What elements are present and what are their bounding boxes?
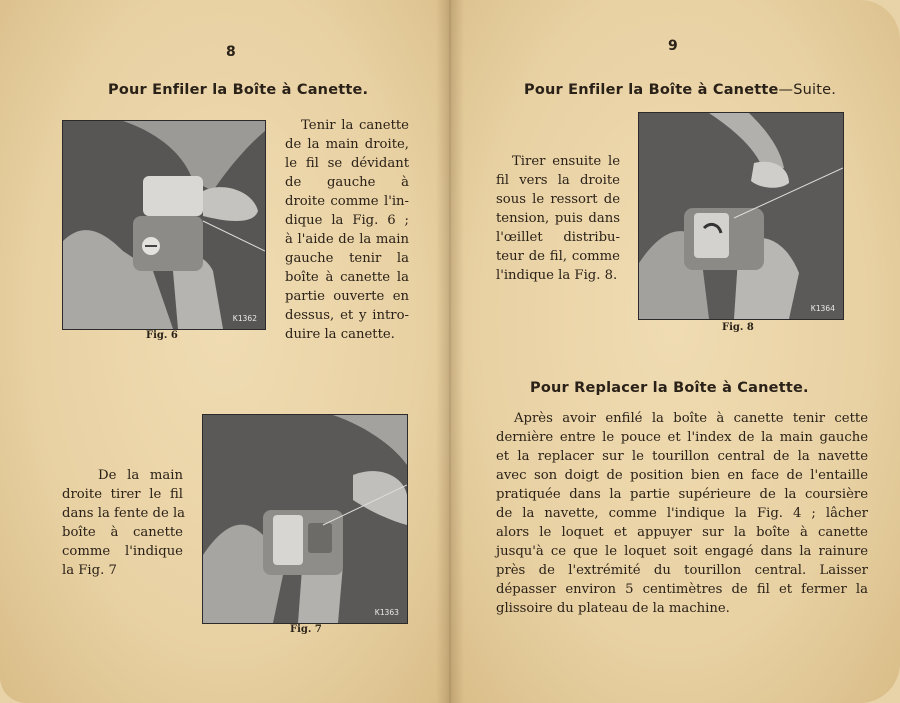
fig8-text-line: tension, puis dans bbox=[496, 211, 620, 226]
fig6-text-line: le fil se dévidant bbox=[285, 156, 409, 171]
fig6-caption: Fig. 6 bbox=[146, 330, 178, 341]
fig7-text bbox=[62, 466, 186, 580]
section2-text-line: glissoire du plateau de la machine. bbox=[496, 601, 730, 616]
fig7-illustration bbox=[203, 415, 407, 623]
right-heading-suffix: —Suite. bbox=[778, 82, 837, 98]
fig7-text-line: comme l'indique bbox=[62, 544, 183, 559]
section2-text-line: de la navette, comme l'indique la Fig. 4 ; lâcher bbox=[496, 506, 868, 521]
fig7-text-line: dans la fente de la bbox=[62, 506, 186, 521]
fig6-text-line: duire la canette. bbox=[285, 327, 395, 342]
left-heading: Pour Enfiler la Boîte à Canette. bbox=[108, 82, 369, 98]
section2-text-line: Après avoir enfilé la boîte à canette tenir cette bbox=[514, 411, 868, 426]
book-gutter bbox=[436, 0, 464, 703]
fig6-text-line: partie ouverte en bbox=[285, 289, 409, 304]
fig7-text-line: droite tirer le fil bbox=[62, 487, 183, 502]
fig6-text-line: à l'aide de la main bbox=[285, 232, 409, 247]
fig7-text-line: boîte à canette bbox=[62, 525, 183, 540]
page-number-left: 8 bbox=[226, 44, 236, 60]
fig7-text-line: la Fig. 7 bbox=[62, 563, 117, 578]
section2-text-line: avec son doigt de position bien en face de l'entaille bbox=[496, 468, 868, 483]
fig8-photo bbox=[638, 112, 844, 320]
section2-heading: Pour Replacer la Boîte à Canette. bbox=[530, 380, 809, 396]
fig6-code: K1362 bbox=[232, 314, 257, 323]
fig6-text-line: dique la Fig. 6 ; bbox=[285, 213, 409, 228]
fig6-text bbox=[285, 116, 409, 344]
fig8-text bbox=[496, 152, 620, 285]
fig6-photo bbox=[62, 120, 266, 330]
fig8-text-line: fil vers la droite bbox=[496, 173, 620, 188]
fig7-photo bbox=[202, 414, 408, 624]
section2-text bbox=[496, 409, 868, 618]
section2-text-line: près de l'extrémité du tourillon central. Laisser bbox=[496, 563, 868, 578]
section2-text-line: dernière entre le pouce et l'index de la main gauche bbox=[496, 430, 868, 445]
fig8-text-line: l'indique la Fig. 8. bbox=[496, 268, 618, 283]
section2-text-line: dépasser environ 5 centimètres de fil et fermer la bbox=[496, 582, 868, 597]
fig6-illustration bbox=[63, 121, 265, 329]
right-page bbox=[448, 0, 900, 703]
fig8-caption: Fig. 8 bbox=[722, 322, 754, 333]
section2-text-line: et la replacer sur le tourillon central de la navette bbox=[496, 449, 868, 464]
right-heading bbox=[524, 82, 836, 98]
fig6-text-line: gauche tenir la bbox=[285, 251, 409, 266]
right-heading-main: Pour Enfiler la Boîte à Canette bbox=[524, 82, 779, 98]
page-number-right: 9 bbox=[668, 38, 678, 54]
fig8-text-line: l'œillet distribu- bbox=[496, 230, 620, 245]
section2-text-line: pratiquée dans la partie supérieure de la coursière bbox=[496, 487, 868, 502]
fig6-text-line: dessus, et y intro- bbox=[285, 308, 409, 323]
section2-text-line: jusqu'à ce que le loquet soit engagé dans la rainure bbox=[496, 544, 868, 559]
left-page bbox=[0, 0, 448, 703]
fig8-code: K1364 bbox=[810, 304, 835, 313]
fig6-text-line: droite comme l'in- bbox=[285, 194, 409, 209]
fig8-text-line: teur de fil, comme bbox=[496, 249, 620, 264]
fig7-code: K1363 bbox=[374, 608, 399, 617]
fig6-text-line: de gauche à bbox=[285, 175, 409, 190]
fig8-illustration bbox=[639, 113, 843, 319]
fig6-text-line: boîte à canette la bbox=[285, 270, 409, 285]
fig7-caption: Fig. 7 bbox=[290, 624, 322, 635]
fig6-text-line: de la main droite, bbox=[285, 137, 409, 152]
section2-text-line: alors le loquet et appuyer sur la boîte à canette bbox=[496, 525, 868, 540]
fig8-text-line: Tirer ensuite le bbox=[512, 154, 620, 169]
fig7-text-line: De la main bbox=[98, 468, 183, 483]
fig8-text-line: sous le ressort de bbox=[496, 192, 620, 207]
fig6-text-line: Tenir la canette bbox=[301, 118, 409, 133]
